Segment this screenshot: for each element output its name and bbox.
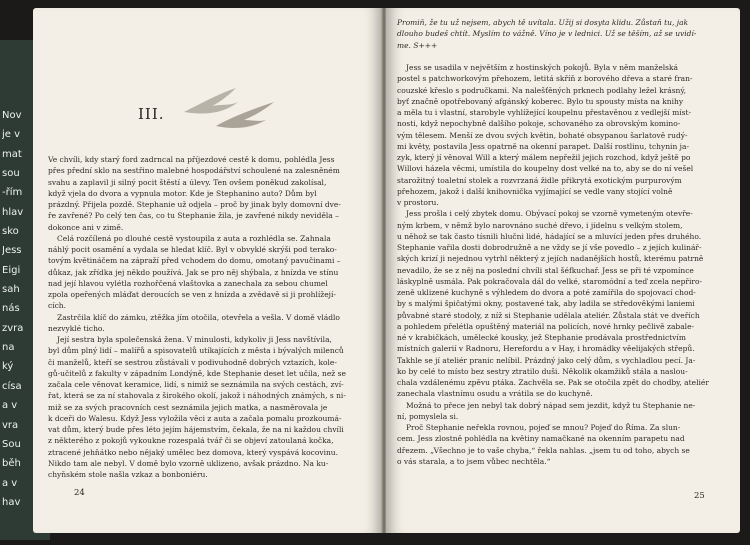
text-line: nevadilo, že se z něj na poslední chvíli stal šéfkuchař. Jess se při té vzpomínce (397, 265, 694, 275)
underlying-text-fragment: ký (2, 361, 14, 373)
text-line: řat, která se za ní stahovala z širokého okolí, jakož i náhodných známých, s ni- (48, 391, 346, 401)
text-line: postel s patchworkovým přehozem, letitá skříň z borového dřeva a staré fran- (397, 74, 693, 84)
text-line: couzské křeslo s područkami. Na nalešťěných prknech podlahy ležel krásný, (397, 85, 686, 95)
text-line: ko by celé to místo bez sestry ztratilo duši. Několik okamžiků stála a naslou- (397, 366, 688, 376)
text-line: byl dům plný lidí – malířů a spisovatelů utíkajících z města i bývalých milenců (48, 346, 344, 356)
text-line: láskyplně usmála. Pak pokračovala dál do velké, staromódní a teď zcela nepřiro- (397, 276, 703, 286)
text-line: o vás starala, a to jsem vůbec nechtěla.“ (397, 456, 551, 466)
underlying-text-fragment: Eigi (2, 264, 21, 276)
text-line: miž se za svých pracovních cest seznámila jejich matka, a nasměrovala je (48, 402, 328, 412)
text-line: me. S+++ (397, 40, 438, 50)
text-line: a měla tu i vlastní, starobyle vyhlížející koupelnu přestavěnou z vedlejší míst- (397, 108, 692, 117)
right-page-number: 25 (694, 491, 705, 501)
text-line: přehozem, jakož i další knihovnička vyjímající se vedle vany stojící volně (397, 186, 673, 196)
underlying-text-fragment: Jess (2, 245, 22, 257)
text-line: nosti, když nepochybně dalšího pokoje, schovaného za obrovským komino- (397, 119, 681, 129)
underlying-text-fragment: hav (2, 496, 21, 508)
underlying-text-fragment: běh (2, 458, 21, 470)
text-line: Takhle se jí ateliér pranic nelíbil. Prázdný jako celý dům, s vychladlou pecí. Ja- (397, 355, 696, 365)
text-line: začala cele věnovat keramice, lidí, s nimiž se seznámila na svých cestách, zví- (48, 380, 344, 389)
text-line: dlouho budeš chtít. Myslím to vážně. Víno je v lednici. Už se těším, až se uvidí- (397, 29, 697, 39)
chapter-heading: III. (138, 105, 165, 123)
text-line: gů-učitelů z fakulty v západním Londýně, kde Stephanie deset let učila, než se (48, 368, 346, 378)
text-line: Jess prošla i celý zbytek domu. Obývací pokoj se vzorně vymeteným otevře- (406, 209, 693, 219)
text-line: cem. Jess zlostně pohlédla na květiny namačkané na okenním parapetu nad (397, 434, 685, 444)
text-line: chyňském stole našla vzkaz a bonboniéru. (48, 470, 208, 479)
text-line: ských krizí ji nejednou vytrhl některý z jejích nadanějších hostů, kterému patrně (397, 254, 704, 264)
text-line: Proč Stephanie neřekla rovnou, pojeď se mnou? Pojeď do Říma. Za slun- (406, 423, 681, 432)
text-line: náhlý pocit osamění a vydala se hledat klíč. Byl v obvyklé skrýši pod terako- (48, 245, 337, 254)
text-line: ným krbem, v němž bylo narovnáno suché dřevo, i jídelnu s velkým stolem, (397, 220, 683, 230)
text-line: by s malými špičatými okny, postavené tak, aby ladila se středověkými laniemi (397, 299, 695, 309)
text-line: Možná to přece jen nebyl tak dobrý nápad sem jezdit, když tu Stephanie ne- (406, 400, 696, 410)
text-line: vým tělesem. Menší ze dvou svých květin, bohaté obsypanou šarlatově rudý- (397, 130, 688, 140)
underlying-text-fragment: Nov (2, 110, 22, 121)
underlying-text-fragment: vra (2, 419, 19, 431)
underlying-text-fragment: císa (2, 380, 22, 392)
text-line: z některého z pokojů vykoukne rozespalá tvář či se objeví zatoulaná kočka, (48, 436, 334, 446)
text-line: dřezem. „Všechno je to vaše chyba,“ řekla nahlas. „jsem tu od toho, abych se (397, 445, 690, 455)
text-line: zyk, který jí věnoval Will a který málem nepřežil jejich rozchod, když ještě po (397, 153, 691, 162)
text-line: mi květy, postavila Jess opatrně na okenní parapet. Další rostlinu, tchynin ja- (397, 141, 689, 151)
text-line (397, 51, 715, 62)
text-line: byť značně opotřebovaný afgánský koberec. Bylo tu spousty místa na knihy (397, 96, 684, 106)
text-line: cích. (48, 301, 67, 311)
text-line: Willovi házela věcmi, umístila do koupelny dost velké na to, aby se do ní vešel (397, 164, 694, 174)
text-line: zanechala vlastnímu osudu a vrátila se do kuchyně. (397, 389, 593, 399)
text-line: ní, pomyslela si. (397, 411, 459, 421)
text-line: dokonce ani v zimě. (48, 222, 124, 232)
underlying-text-fragment: na (2, 342, 15, 354)
text-line: svahu a zaplavil ji silný pocit štěstí a úlevy. Ten ovšem poněkud zakolísal, (48, 177, 327, 187)
text-line: u něhož se tak často tísnili hlučni lidé, hádající se a mluvící jeden přes druhého. (397, 231, 702, 241)
right-page-body (397, 17, 715, 467)
text-line: Ve chvíli, kdy starý ford zadrncal na příjezdové cestě k domu, pohlédla Jess (48, 155, 335, 164)
text-line: starožitný toaletní stolek a rozvrzaná židle přikrytá exotickým purpurovým (397, 175, 682, 185)
underlying-text-fragment: mat (2, 148, 22, 160)
text-line: Stephanie vařila dosti dobrodružně a ne vždy se jí vše povedlo – z jejích kulinář- (397, 243, 702, 252)
text-line: chala vzdálenému zpěvu ptáka. Zachvěla se. Pak se otočila zpět do chodby, ateliér (397, 378, 709, 387)
text-line: Nikdo tam ale nebyl. V domě bylo vzorně uklizeno, avšak prázdno. Na ku- (48, 458, 329, 468)
underlying-text-fragment: sko (2, 226, 19, 238)
text-line: k dceři do Walesu. Když Jess vyložila věci z auta a začala pomalu prozkoumá- (48, 413, 342, 423)
text-line: místních galerií v Radnoru, Herefordu a v Hay, i hromádky věelijakých střepů. (397, 344, 695, 354)
text-line: důkaz, jak zřídka jej někdo používá. Jak se pro něj shýbala, z hnízda ve stínu (48, 267, 339, 277)
text-line: Její sestra byla společenská žena. V minulosti, kdykoliv ji Jess navštívila, (57, 335, 332, 344)
underlying-text-fragment: hlav (2, 206, 24, 218)
left-page-body (48, 154, 360, 480)
text-line: tovým květináčem na zápraží před vchodem do domu, omotaný pavučinami – (48, 256, 341, 266)
text-line: ztracené jehňátko nebo nějaký umělec bez domova, který vyspává kocovinu. (48, 447, 339, 457)
underlying-text-fragment: sou (2, 168, 20, 180)
text-line: když vjela do dvora a vypnula motor. Kde je Stephanino auto? Dům byl (48, 188, 317, 198)
underlying-text-fragment: zvra (2, 322, 24, 334)
text-line: půvabné staré stodoly, z níž si Stephanie udělala ateliér. Zůstala stát ve dveřích (397, 310, 700, 320)
text-line: zeně uklizené kuchyně s výhledem do dvora a poté zamířila do spojovací chod- (397, 288, 696, 297)
underlying-text-fragment: -řím (2, 187, 23, 199)
underlying-text-fragment: je v (2, 129, 21, 141)
text-line: né v krabičkách, umělecké kousky, jež Stephanie prodávala prostřednictvím (397, 333, 686, 342)
text-line: či manželů, kteří se sestrou zůstávali v podivuhodně dobrých vztazích, kole- (48, 357, 337, 367)
underlying-text-fragment: a v (2, 400, 18, 412)
text-line: Zastrčila klíč do zámku, ztěžka jím otočila, otevřela a vešla. V domě vládlo (57, 312, 340, 322)
underlying-text-fragment: Sou (2, 438, 21, 450)
birds-ornament-icon (178, 82, 278, 134)
text-line: vat dům, který bude přes léto jejím hájemstvím, čekala, že na ni každou chvíli (48, 425, 344, 434)
text-line: v prostoru. (397, 198, 439, 207)
text-line: Celá rozčílená po dlouhé cestě vystoupila z auta a rozhlédla se. Zahnala (57, 233, 331, 243)
text-line: a pohledem přelétla opuštěný materiál na policích, nové hrnky pečlivě zabale- (397, 321, 695, 331)
underlying-text-fragment: sah (2, 284, 20, 296)
text-line: Jess se usadila v největším z hostinských pokojů. Byla v něm manželská (406, 63, 679, 72)
text-line: Promiň, že tu už nejsem, abych tě uvítala. Užij si dosyta klidu. Zůstaň tu, jak (397, 18, 689, 27)
text-line: prázdný. Přijela pozdě. Stephanie už odjela – proč by jinak byly domovní dve- (48, 200, 341, 209)
text-line: nezvyklé ticho. (48, 323, 105, 333)
underlying-text-fragment: nás (2, 303, 20, 315)
text-line: ře zavřené? Po celý ten čas, co tu Stephanie žila, je zavřené nikdy neviděla – (48, 211, 339, 221)
text-line: zpola opeřených mláďat deroucích se ven z hnízda a zvědavě si ji prohlížejí- (48, 290, 336, 299)
left-page-number: 24 (74, 488, 85, 498)
underlying-text-fragment: a v (2, 477, 18, 489)
text-line: nad její hlavou vylétla rozhořčená vlaštovka a zanechala za sebou chumel (48, 278, 328, 288)
text-line: přes přední sklo na sestřino malebné hospodářství schoulené na zalesněném (48, 166, 340, 176)
